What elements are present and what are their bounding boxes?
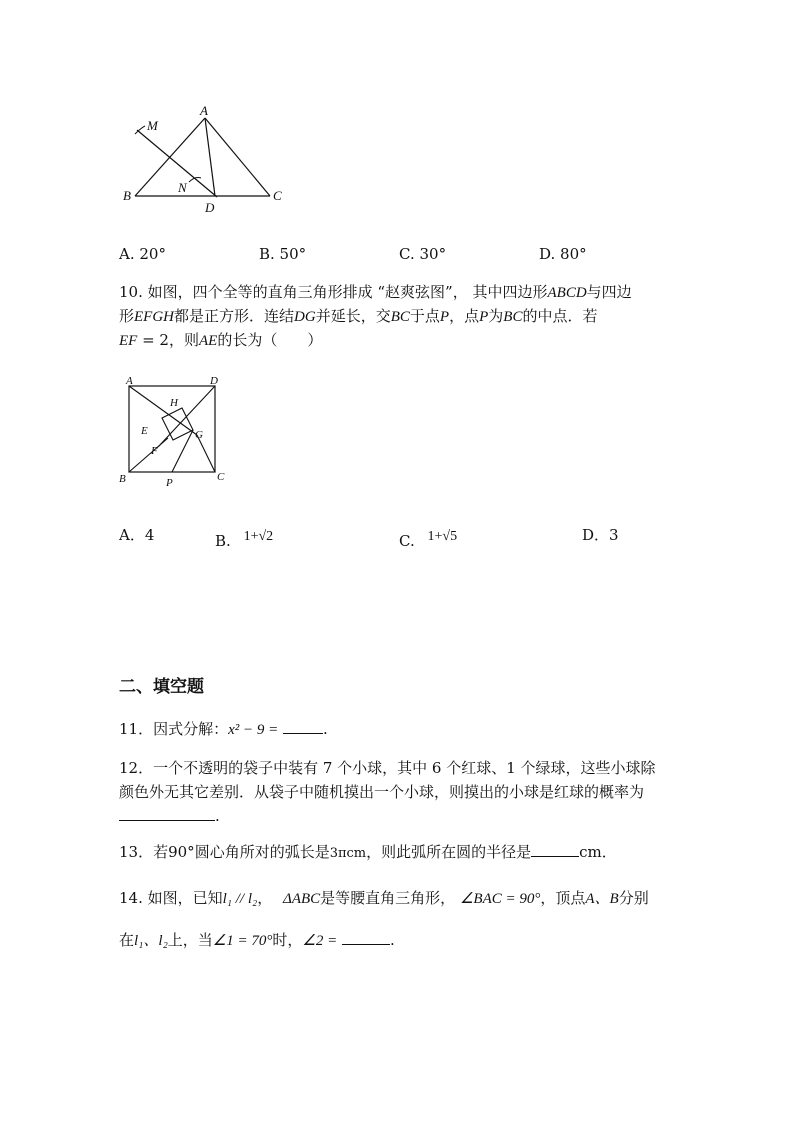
q10-figure	[115, 372, 235, 490]
q10-label-f: F	[151, 445, 158, 457]
q9-option-b: B. 50°	[259, 245, 307, 263]
q10-option-c: C. 1+√5	[399, 529, 458, 550]
q14-line-2: 在l₁、l₂上，当∠1 = 70°时，∠2 = .	[119, 928, 395, 953]
q9-line-mn	[137, 130, 217, 197]
q10-option-b: B. 1+√2	[215, 529, 274, 550]
q12-line-3: .	[119, 804, 220, 828]
q10-label-d: D	[210, 375, 218, 387]
q9-option-d: D. 80°	[539, 245, 587, 263]
q10-label-e: E	[141, 425, 148, 437]
q10-label-c: C	[217, 471, 225, 483]
q9-label-n: N	[178, 180, 187, 195]
q12-line-1: 12．一个不透明的袋子中装有 7 个小球，其中 6 个红球、1 个绿球，这些小球除	[119, 759, 656, 777]
q12-line-2: 颜色外无其它差别．从袋子中随机摸出一个小球，则摸出的小球是红球的概率为	[119, 783, 645, 801]
q12-answer-blank[interactable]	[119, 804, 215, 821]
q10-line-1: 10. 如图，四个全等的直角三角形排成 “赵爽弦图”， 其中四边形ABCD与四边	[119, 283, 632, 301]
q10-option-d: D．3	[582, 526, 619, 544]
q11: 11．因式分解：x² − 9 = .	[119, 717, 328, 742]
q13-answer-blank[interactable]	[531, 840, 579, 857]
q14-answer-blank[interactable]	[342, 928, 390, 945]
q9-label-c: C	[273, 188, 282, 203]
q14-line-1: 14. 如图，已知l₁ // l₂， ΔABC是等腰直角三角形， ∠BAC = 90°，顶点A、B分别	[119, 889, 649, 907]
q9-option-c: C. 30°	[399, 245, 447, 263]
q10-label-p: P	[166, 477, 173, 489]
q10-line-ag	[129, 386, 197, 435]
q10-label-b: B	[119, 473, 126, 485]
q9-label-m: M	[147, 118, 158, 133]
q10-line-2: 形EFGH都是正方形．连结DG并延长，交BC于点P，点P为BC的中点．若	[119, 307, 598, 325]
q9-line-ac	[205, 118, 270, 196]
q9-label-a: A	[200, 103, 208, 118]
section-heading: 二、填空题	[119, 677, 204, 697]
q11-answer-blank[interactable]	[283, 717, 323, 734]
q9-label-b: B	[123, 188, 131, 203]
q9-figure	[115, 100, 300, 218]
q9-label-d: D	[205, 200, 215, 215]
q10-label-g: G	[195, 429, 203, 441]
q13: 13．若90°圆心角所对的弧长是3πcm，则此弧所在圆的半径是 cm．	[119, 840, 617, 866]
q10-label-a: A	[126, 375, 133, 387]
q9-option-a: A. 20°	[119, 245, 166, 263]
q9-line-ad	[205, 118, 215, 196]
q10-option-a: A．4	[119, 526, 155, 544]
q10-line-gp	[172, 430, 193, 472]
q10-line-bf	[129, 438, 168, 472]
q10-label-h: H	[170, 397, 178, 409]
q10-line-3: EF = 2，则AE的长为（ ）	[119, 331, 323, 349]
